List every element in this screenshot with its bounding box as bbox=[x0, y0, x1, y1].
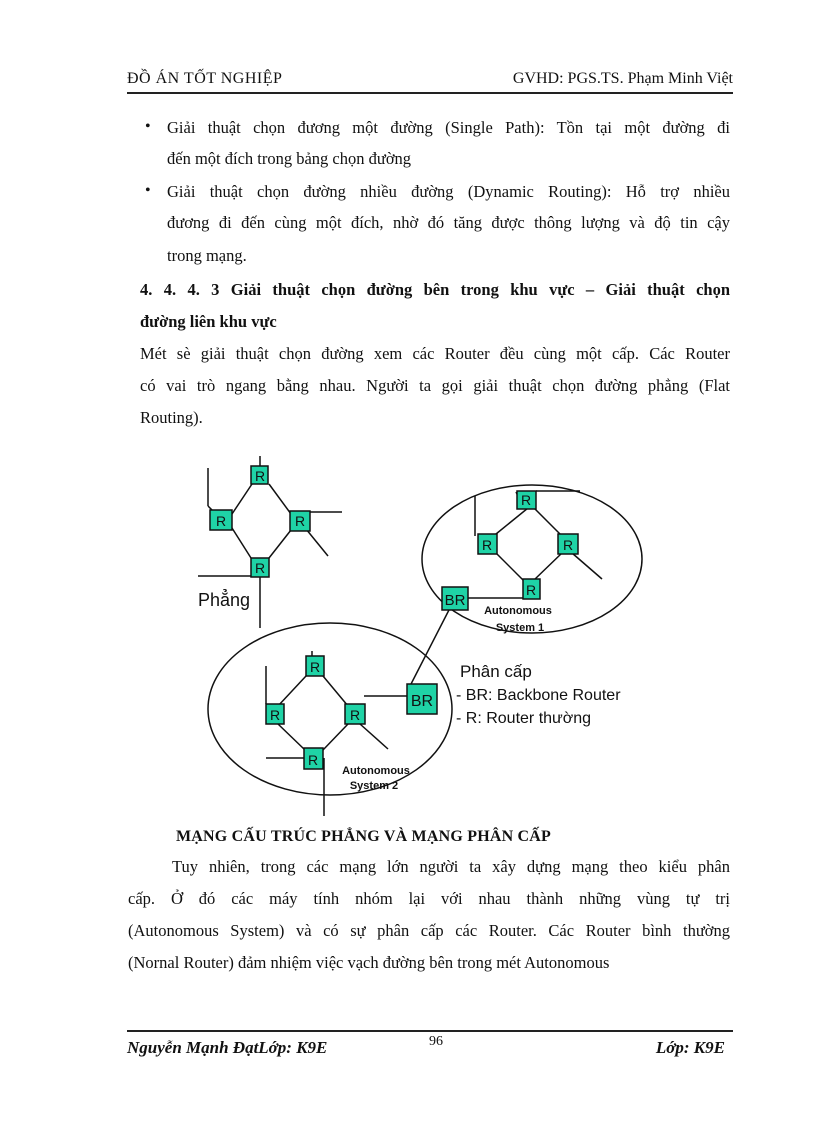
paragraph-2-line-1: Tuy nhiên, trong các mạng lớn người ta xây dựng mạng theo kiểu phân bbox=[172, 857, 730, 876]
header-left: ĐỒ ÁN TỐT NGHIỆP bbox=[127, 70, 283, 87]
router-label: R bbox=[481, 537, 493, 553]
header-right: GVHD: PGS.TS. Phạm Minh Việt bbox=[512, 70, 733, 87]
router-label: R bbox=[269, 707, 281, 723]
page-footer bbox=[127, 1030, 733, 1062]
router-label: R bbox=[349, 707, 361, 723]
backbone-router-label: BR bbox=[444, 592, 466, 609]
page-number: 96 bbox=[429, 1034, 443, 1049]
router-label: R bbox=[309, 659, 321, 675]
as2-label-line-2: System 2 bbox=[349, 780, 399, 792]
router-label: R bbox=[525, 582, 537, 598]
legend-item-backbone: - BR: Backbone Router bbox=[456, 687, 621, 704]
figure-caption: MẠNG CẤU TRÚC PHẲNG VÀ MẠNG PHÂN CẤP bbox=[176, 828, 552, 845]
section-heading-line-1: 4. 4. 4. 3 Giải thuật chọn đường bên trong khu vực – Giải thuật chọn bbox=[140, 280, 730, 299]
router-label: R bbox=[520, 492, 532, 508]
router-label: R bbox=[254, 468, 266, 484]
paragraph-2-line-2: cấp. Ở đó các máy tính nhóm lại với nhau thành những vùng tự trị bbox=[128, 889, 730, 908]
router-label: R bbox=[254, 560, 266, 576]
bullet-1-line-2: đến một đích trong bảng chọn đường bbox=[167, 149, 412, 168]
paragraph-2-line-4: (Nornal Router) đảm nhiệm việc vạch đường bên trong mét Autonomous bbox=[128, 953, 610, 972]
page-header bbox=[127, 66, 733, 94]
network-diagram bbox=[178, 456, 668, 820]
legend-item-router: - R: Router thường bbox=[456, 710, 592, 727]
router-label: R bbox=[307, 752, 319, 768]
bullet-1-line-1: Giải thuật chọn đương một đường (Single Path): Tồn tại một đường đi bbox=[167, 118, 730, 137]
as2-label-line-1: Autonomous bbox=[342, 765, 410, 777]
flat-label: Phẳng bbox=[198, 590, 251, 610]
paragraph-1-line-2: có vai trò ngang bằng nhau. Người ta gọi giải thuật chọn đường phẳng (Flat bbox=[140, 376, 730, 395]
router-label: R bbox=[215, 513, 227, 529]
footer-author: Nguyễn Mạnh ĐạtLớp: K9E bbox=[127, 1038, 328, 1057]
legend-title: Phân cấp bbox=[460, 662, 532, 681]
bullet-2-line-3: trong mạng. bbox=[167, 246, 247, 265]
bullet-2-line-1: Giải thuật chọn đường nhiều đường (Dynamic Routing): Hỗ trợ nhiều bbox=[167, 182, 730, 201]
bullet-dot: • bbox=[145, 182, 151, 199]
bullet-2-line-2: đương đi đến cùng một đích, nhờ đó tăng được thông lượng và độ tin cậy bbox=[167, 213, 730, 232]
bullet-dot: • bbox=[145, 118, 151, 135]
as1-label-line-2: System 1 bbox=[495, 622, 545, 634]
router-label: R bbox=[562, 537, 574, 553]
paragraph-1-line-3: Routing). bbox=[140, 408, 203, 427]
section-heading-line-2: đường liên khu vực bbox=[140, 312, 277, 331]
backbone-router-label: BR bbox=[410, 693, 434, 710]
paragraph-1-line-1: Mét sè giải thuật chọn đường xem các Router đều cùng một cấp. Các Router bbox=[140, 344, 730, 363]
router-label: R bbox=[294, 513, 306, 529]
paragraph-2-line-3: (Autonomous System) và có sự phân cấp các Router. Các Router bình thường bbox=[128, 921, 730, 940]
footer-class: Lớp: K9E bbox=[655, 1038, 725, 1057]
as1-label-line-1: Autonomous bbox=[484, 605, 552, 617]
